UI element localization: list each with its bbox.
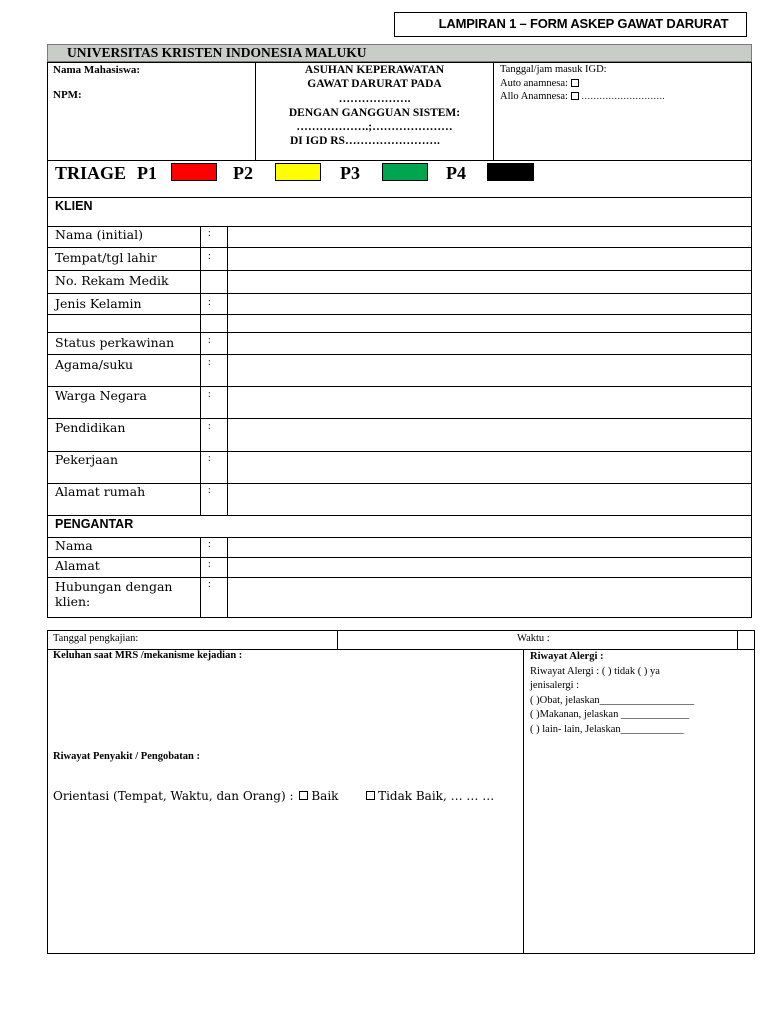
- escort-value-name[interactable]: [228, 538, 751, 557]
- field-colon: :: [208, 389, 211, 400]
- university-name: UNIVERSITAS KRISTEN INDONESIA MALUKU: [67, 45, 367, 60]
- client-heading: KLIEN: [55, 199, 93, 213]
- orientation-label: Orientasi (Tempat, Waktu, dan Orang) :: [53, 789, 294, 803]
- triage-p3-label: P3: [340, 163, 360, 183]
- npm-label: NPM:: [53, 89, 82, 101]
- auto-anamnesis-label: Auto anamnesa:: [500, 77, 568, 89]
- assessment-time-label: Waktu :: [517, 633, 550, 644]
- disease-history-label: Riwayat Penyakit / Pengobatan :: [53, 751, 200, 762]
- field-colon: :: [208, 251, 211, 262]
- allergy-line2: jenisalergi :: [530, 680, 580, 692]
- form-title: [256, 63, 493, 149]
- allergy-line5: ( ) lain- lain, Jelaskan____________: [530, 723, 684, 735]
- assessment-time-value[interactable]: [738, 631, 754, 648]
- admission-info: [500, 63, 664, 104]
- field-label-birth: Tempat/tgl lahir: [55, 250, 157, 265]
- field-label-citizenship: Warga Negara: [55, 388, 147, 403]
- field-colon: :: [208, 228, 211, 239]
- triage-p3-swatch[interactable]: [382, 163, 428, 181]
- triage-p2-label: P2: [233, 163, 253, 183]
- orientation-good-checkbox[interactable]: [299, 791, 308, 800]
- form-title-line5: ……………….;…………………: [296, 121, 453, 134]
- field-colon: :: [208, 559, 211, 570]
- orientation-bad-label: Tidak Baik, … … …: [378, 789, 495, 803]
- field-colon: :: [208, 421, 211, 432]
- field-label-religion: Agama/suku: [55, 357, 134, 372]
- escort-value-relationship[interactable]: [228, 578, 751, 617]
- orientation-bad-checkbox[interactable]: [366, 791, 375, 800]
- field-colon: :: [208, 579, 211, 590]
- escort-label-address: Alamat: [55, 558, 100, 573]
- escort-label-name: Nama: [55, 538, 93, 553]
- allo-anamnesis-row: [500, 90, 664, 104]
- allergy-line3: ( )Obat, jelaskan__________________: [530, 694, 695, 706]
- orientation-good-label: Baik: [311, 789, 339, 803]
- triage-p2-swatch[interactable]: [275, 163, 321, 181]
- field-value-address[interactable]: [228, 484, 751, 515]
- field-value-gender[interactable]: [228, 294, 751, 314]
- student-name-label: Nama Mahasiswa:: [53, 64, 141, 76]
- complaint-input-area[interactable]: [48, 665, 522, 747]
- orientation-row: [53, 789, 494, 803]
- field-label-marital-status: Status perkawinan: [55, 335, 175, 350]
- field-colon: :: [208, 335, 211, 346]
- field-colon: :: [208, 485, 211, 496]
- form-title-line6: DI IGD RS…………………….: [290, 135, 440, 148]
- field-value-medical-record[interactable]: [228, 271, 751, 293]
- field-value-citizenship[interactable]: [228, 387, 751, 418]
- field-value-occupation[interactable]: [228, 452, 751, 483]
- field-label-address: Alamat rumah: [55, 484, 146, 499]
- field-label-name: Nama (initial): [55, 227, 143, 242]
- assessment-date-label: Tanggal pengkajian:: [53, 633, 139, 644]
- field-value-education[interactable]: [228, 419, 751, 451]
- attachment-label: LAMPIRAN 1 – FORM ASKEP GAWAT DARURAT: [438, 16, 729, 31]
- admission-date-label: Tanggal/jam masuk IGD:: [500, 64, 607, 75]
- escort-label-relationship: Hubungan dengan klien:: [55, 579, 173, 609]
- field-value-name[interactable]: [228, 227, 751, 247]
- triage-p4-label: P4: [446, 163, 466, 183]
- auto-anamnesis-checkbox[interactable]: [571, 79, 579, 87]
- field-colon: :: [208, 297, 211, 308]
- field-value-religion[interactable]: [228, 355, 751, 386]
- complaint-label: Keluhan saat MRS /mekanisme kejadian :: [53, 650, 243, 661]
- escort-heading: PENGANTAR: [55, 517, 134, 531]
- triage-p1-swatch[interactable]: [171, 163, 217, 181]
- allergy-line4: ( )Makanan, jelaskan _____________: [530, 709, 690, 721]
- field-label-gender: Jenis Kelamin: [55, 296, 142, 311]
- allergy-title: Riwayat Alergi :: [530, 651, 604, 662]
- form-title-line4: DENGAN GANGGUAN SISTEM:: [288, 106, 461, 119]
- allergy-line1: Riwayat Alergi : ( ) tidak ( ) ya: [530, 665, 660, 677]
- allergy-section: [530, 650, 694, 738]
- allo-anamnesis-checkbox[interactable]: [571, 92, 579, 100]
- field-value-birth[interactable]: [228, 248, 751, 270]
- auto-anamnesis-row: [500, 77, 664, 91]
- allo-anamnesis-label: Allo Anamnesa:: [500, 91, 568, 102]
- triage-p4-swatch[interactable]: [487, 163, 534, 181]
- triage-label: TRIAGE: [55, 163, 127, 183]
- field-colon: :: [208, 453, 211, 464]
- form-title-line2: GAWAT DARURAT PADA: [307, 78, 442, 91]
- form-title-line1: ASUHAN KEPERAWATAN: [304, 64, 445, 76]
- field-colon: :: [208, 357, 211, 368]
- field-label-education: Pendidikan: [55, 420, 126, 435]
- escort-value-address[interactable]: [228, 558, 751, 577]
- field-label-occupation: Pekerjaan: [55, 452, 119, 467]
- field-colon: :: [208, 539, 211, 550]
- allo-anamnesis-dots: ……………………….: [581, 91, 665, 101]
- field-label-medical-record: No. Rekam Medik: [55, 273, 169, 288]
- field-value-marital-status[interactable]: [228, 333, 751, 354]
- triage-p1-label: P1: [137, 163, 157, 183]
- form-title-line3: ……………….: [338, 92, 411, 105]
